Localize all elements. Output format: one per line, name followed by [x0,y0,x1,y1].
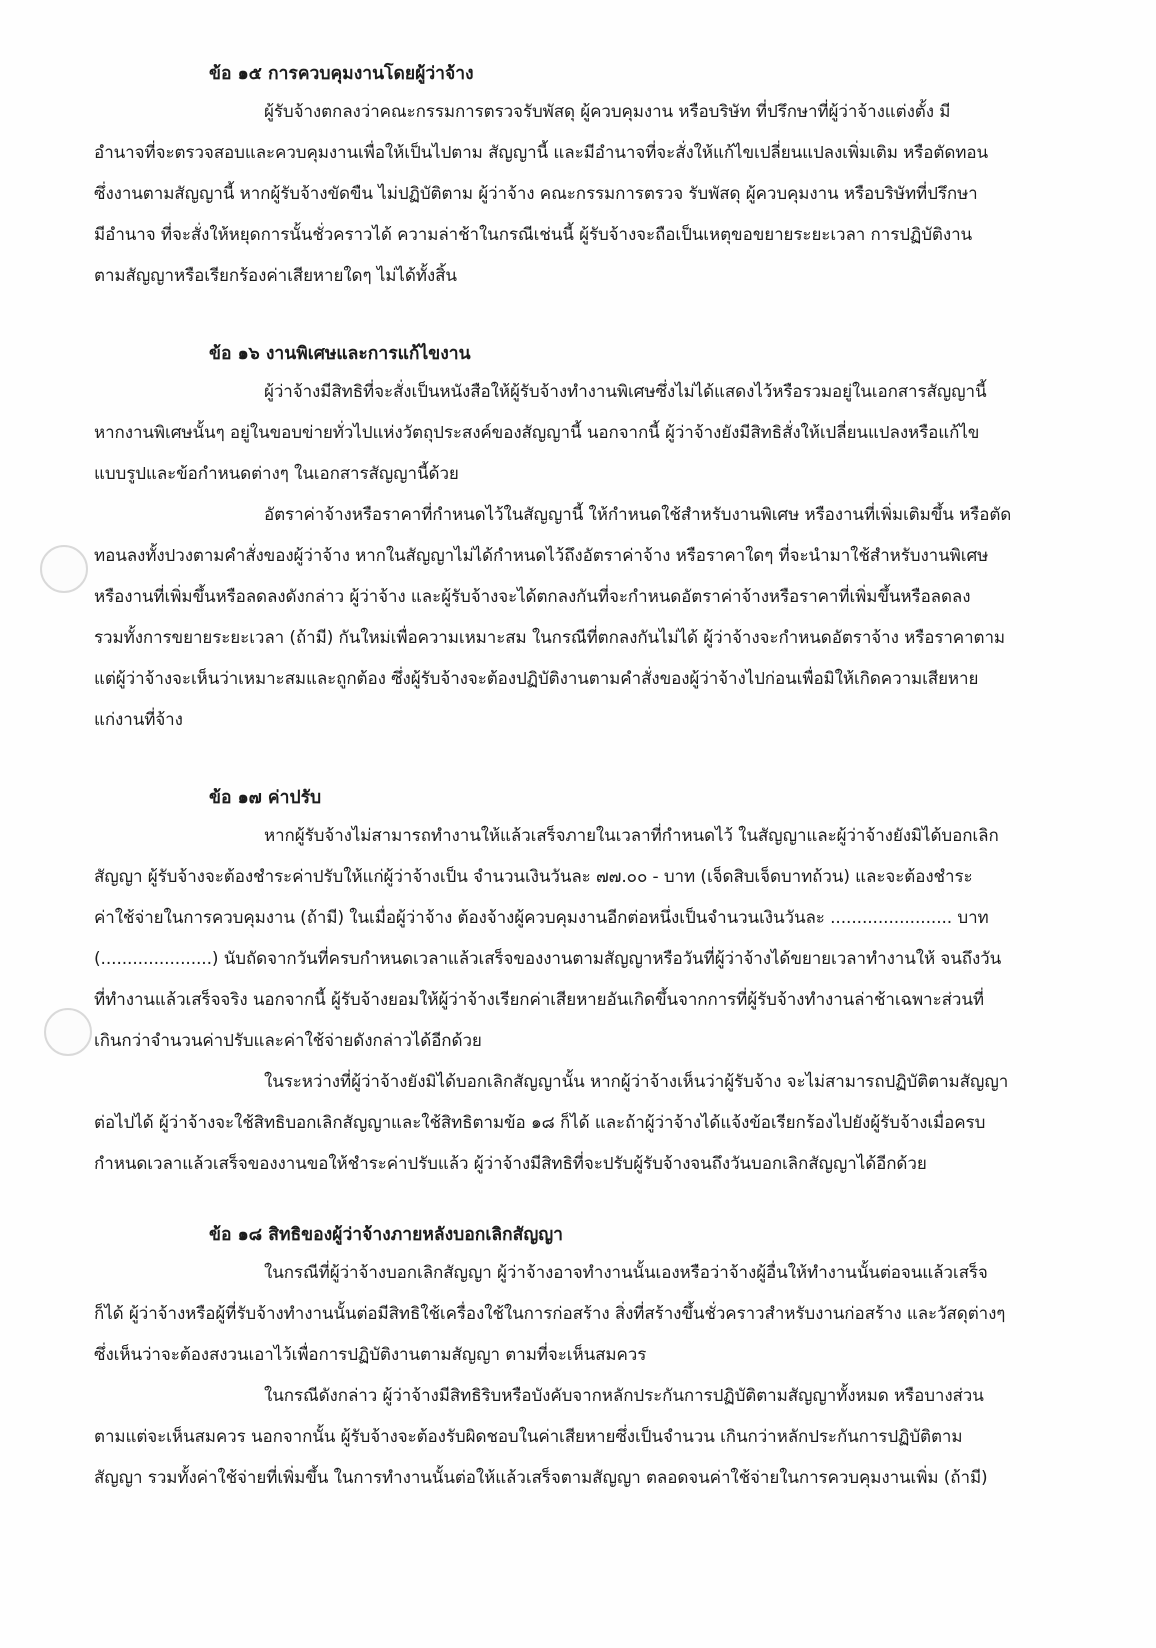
section-18 [94,1223,1066,1499]
paragraph-line: ที่ทำงานแล้วเสร็จจริง นอกจากนี้ ผู้รับจ้างยอมให้ผู้ว่าจ้างเรียกค่าเสียหายอันเกิดขึ้นจากการที่ผู้รับจ้างทำงานล่าช้าเฉพาะส่วนที่ [94,990,984,1010]
document-body [94,62,1066,1499]
section-heading: ข้อ ๑๖ งานพิเศษและการแก้ไขงาน [209,344,471,364]
paragraph-line: ค่าใช้จ่ายในการควบคุมงาน (ถ้ามี) ในเมื่อผู้ว่าจ้าง ต้องจ้างผู้ควบคุมงานอีกต่อหนึ่งเป็นจำนวนเงินวันละ ....................... บาท [94,908,989,928]
paragraph-line: เกินกว่าจำนวนค่าปรับและค่าใช้จ่ายดังกล่าวได้อีกด้วย [94,1031,482,1051]
section-17 [94,786,1066,1185]
paragraph-line: ต่อไปได้ ผู้ว่าจ้างจะใช้สิทธิบอกเลิกสัญญาและใช้สิทธิตามข้อ ๑๘ ก็ได้ และถ้าผู้ว่าจ้างได้แจ้งข้อเรียกร้องไปยังผู้รับจ้างเมื่อครบ [94,1113,986,1133]
paragraph-line: รวมทั้งการขยายระยะเวลา (ถ้ามี) กันใหม่เพื่อความเหมาะสม ในกรณีที่ตกลงกันไม่ได้ ผู้ว่าจ้างจะกำหนดอัตราจ้าง หรือราคาตาม [94,628,1006,648]
paragraph-line: อัตราค่าจ้างหรือราคาที่กำหนดไว้ในสัญญานี้ ให้กำหนดใช้สำหรับงานพิเศษ หรืองานที่เพิ่มเติมขึ้น หรือตัด [264,505,1012,525]
paragraph-line: แก่งานที่จ้าง [94,710,183,730]
paragraph-line: กำหนดเวลาแล้วเสร็จของงานขอให้ชำระค่าปรับแล้ว ผู้ว่าจ้างมีสิทธิที่จะปรับผู้รับจ้างจนถึงวันบอกเลิกสัญญาได้อีกด้วย [94,1154,927,1174]
section-heading: ข้อ ๑๗ ค่าปรับ [209,788,322,808]
paragraph-line: ผู้ว่าจ้างมีสิทธิที่จะสั่งเป็นหนังสือให้ผู้รับจ้างทำงานพิเศษซึ่งไม่ได้แสดงไว้หรือรวมอยู่ในเอกสารสัญญานี้ [264,382,987,402]
punch-hole-top [40,545,88,593]
paragraph-line: หรืองานที่เพิ่มขึ้นหรือลดลงดังกล่าว ผู้ว่าจ้าง และผู้รับจ้างจะได้ตกลงกันที่จะกำหนดอัตราค่าจ้างหรือราคาที่เพิ่มขึ้นหรือลดลง [94,587,971,607]
punch-hole-bottom [44,1008,92,1056]
paragraph-line: สัญญา รวมทั้งค่าใช้จ่ายที่เพิ่มขึ้น ในการทำงานนั้นต่อให้แล้วเสร็จตามสัญญา ตลอดจนค่าใช้จ่ายในการควบคุมงานเพิ่ม (ถ้ามี) [94,1468,988,1488]
paragraph-line: ในระหว่างที่ผู้ว่าจ้างยังมิได้บอกเลิกสัญญานั้น หากผู้ว่าจ้างเห็นว่าผู้รับจ้าง จะไม่สามารถปฏิบัติตามสัญญา [264,1072,1009,1092]
paragraph-line: ตามสัญญาหรือเรียกร้องค่าเสียหายใดๆ ไม่ได้ทั้งสิ้น [94,266,457,286]
paragraph-line: ตามแต่จะเห็นสมควร นอกจากนั้น ผู้รับจ้างจะต้องรับผิดชอบในค่าเสียหายซึ่งเป็นจำนวน เกินกว่าหลักประกันการปฏิบัติตาม [94,1427,963,1447]
paragraph-line: ซึ่งงานตามสัญญานี้ หากผู้รับจ้างขัดขืน ไม่ปฏิบัติตาม ผู้ว่าจ้าง คณะกรรมการตรวจ รับพัสดุ ผู้ควบคุมงาน หรือบริษัทที่ปรึกษา [94,184,978,204]
paragraph-line: สัญญา ผู้รับจ้างจะต้องชำระค่าปรับให้แก่ผู้ว่าจ้างเป็น จำนวนเงินวันละ ๗๗.๐๐ - บาท (เจ็ดสิบเจ็ดบาทถ้วน) และจะต้องชำระ [94,867,973,887]
paragraph-line: ในกรณีที่ผู้ว่าจ้างบอกเลิกสัญญา ผู้ว่าจ้างอาจทำงานนั้นเองหรือว่าจ้างผู้อื่นให้ทำงานนั้นต่อจนแล้วเสร็จ [264,1263,988,1283]
paragraph-line: ก็ได้ ผู้ว่าจ้างหรือผู้ที่รับจ้างทำงานนั้นต่อมีสิทธิใช้เครื่องใช้ในการก่อสร้าง สิ่งที่สร้างขึ้นชั่วคราวสำหรับงานก่อสร้าง และวัสดุต่างๆ [94,1304,1006,1324]
paragraph-line: มีอำนาจ ที่จะสั่งให้หยุดการนั้นชั่วคราวได้ ความล่าช้าในกรณีเช่นนี้ ผู้รับจ้างจะถือเป็นเหตุขอขยายระยะเวลา การปฏิบัติงาน [94,225,973,245]
paragraph-line: หากผู้รับจ้างไม่สามารถทำงานให้แล้วเสร็จภายในเวลาที่กำหนดไว้ ในสัญญาและผู้ว่าจ้างยังมิได้บอกเลิก [264,826,999,846]
paragraph-line: แบบรูปและข้อกำหนดต่างๆ ในเอกสารสัญญานี้ด้วย [94,464,459,484]
section-heading: ข้อ ๑๕ การควบคุมงานโดยผู้ว่าจ้าง [209,64,474,84]
paragraph-line: (.....................) นับถัดจากวันที่ครบกำหนดเวลาแล้วเสร็จของงานตามสัญญาหรือวันที่ผู้ว่าจ้างได้ขยายเวลาทำงานให้ จนถึงวัน [94,949,1002,969]
section-16 [94,342,1066,741]
paragraph-line: ในกรณีดังกล่าว ผู้ว่าจ้างมีสิทธิริบหรือบังคับจากหลักประกันการปฏิบัติตามสัญญาทั้งหมด หรือบางส่วน [264,1386,984,1406]
paragraph-line: อำนาจที่จะตรวจสอบและควบคุมงานเพื่อให้เป็นไปตาม สัญญานี้ และมีอำนาจที่จะสั่งให้แก้ไขเปลี่ยนแปลงเพิ่มเติม หรือตัดทอน [94,143,989,163]
paragraph-line: แต่ผู้ว่าจ้างจะเห็นว่าเหมาะสมและถูกต้อง ซึ่งผู้รับจ้างจะต้องปฏิบัติงานตามคำสั่งของผู้ว่าจ้างไปก่อนเพื่อมิให้เกิดความเสียหาย [94,669,979,689]
section-heading: ข้อ ๑๘ สิทธิของผู้ว่าจ้างภายหลังบอกเลิกสัญญา [209,1225,563,1245]
paragraph-line: ซึ่งเห็นว่าจะต้องสงวนเอาไว้เพื่อการปฏิบัติงานตามสัญญา ตามที่จะเห็นสมควร [94,1345,647,1365]
section-15 [94,62,1066,297]
paragraph-line: หากงานพิเศษนั้นๆ อยู่ในขอบข่ายทั่วไปแห่งวัตถุประสงค์ของสัญญานี้ นอกจากนี้ ผู้ว่าจ้างยังมีสิทธิสั่งให้เปลี่ยนแปลงหรือแก้ไข [94,423,980,443]
paragraph-line: ทอนลงทั้งปวงตามคำสั่งของผู้ว่าจ้าง หากในสัญญาไม่ได้กำหนดไว้ถึงอัตราค่าจ้าง หรือราคาใดๆ ที่จะนำมาใช้สำหรับงานพิเศษ [94,546,989,566]
paragraph-line: ผู้รับจ้างตกลงว่าคณะกรรมการตรวจรับพัสดุ ผู้ควบคุมงาน หรือบริษัท ที่ปรึกษาที่ผู้ว่าจ้างแต่งตั้ง มี [264,102,951,122]
